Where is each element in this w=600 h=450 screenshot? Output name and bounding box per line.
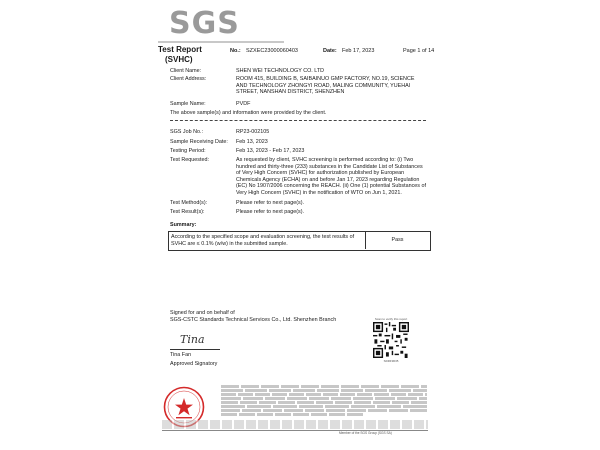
summary-label: Summary:	[170, 222, 197, 228]
client-name-value: SHEN WEI TECHNOLOGY CO. LTD	[236, 68, 325, 74]
testing-period-label: Testing Period:	[170, 148, 206, 154]
testing-period-value: Feb 13, 2023 - Feb 17, 2023	[236, 148, 305, 154]
receiving-date-value: Feb 13, 2023	[236, 139, 268, 145]
report-date-label: Date:	[323, 48, 337, 54]
receiving-date-label: Sample Receiving Date:	[170, 139, 228, 145]
section-divider	[170, 120, 426, 121]
job-no-label: SGS Job No.:	[170, 129, 203, 135]
report-no-value: SZXEC23000060403	[246, 48, 298, 54]
job-no-value: RP23-002105	[236, 129, 270, 135]
handwritten-signature: Tina	[180, 333, 205, 346]
summary-result: Pass	[391, 237, 404, 243]
test-requested-value: As requested by client, SVHC screening is performed according to: (i) Two hundred and thirty-three (233) substances in the Candidate List of Substances of Very High Concern (SVHC) for authorization published by European Chemicals Agency (ECHA) on and before Jan 17, 2023 regarding Regulation (EC) No 1907/2006 concerning the REACH. (ii) One (1) potential Substances of Very High Concern (SVHC) in the notification of WTO on Jun 1, 2021.	[236, 157, 426, 196]
signed-line1: Signed for and on behalf of	[170, 310, 235, 316]
report-no-label: No.:	[230, 48, 241, 54]
client-name-label: Client Name:	[170, 68, 202, 74]
sgs-logo: SGS	[169, 6, 240, 41]
test-requested-label: Test Requested:	[170, 157, 209, 163]
signatory-name: Tina Fan	[170, 352, 192, 358]
sample-note: The above sample(s) and information were provided by the client.	[170, 110, 327, 116]
report-title-line2: (SVHC)	[165, 55, 193, 64]
client-address-value: ROOM 415, BUILDING B, SAIBAINUO GMP FACTORY, NO.19, SCIENCE AND TECHNOLOGY ZHONGYI ROAD, MALING COMMUNITY, YUEHAI STREET, NANSHAN DISTRICT, SHENZHEN	[236, 76, 415, 96]
footer-address-bar	[162, 420, 428, 429]
sample-name-value: PVDF	[236, 101, 251, 107]
summary-text: According to the specified scope and evaluation screening, the test results of SVHC are ≤ 0.1% (w/w) in the submitted sample.	[171, 234, 355, 247]
test-result-value: Please refer to next page(s).	[236, 209, 305, 215]
signed-line2: SGS-CSTC Standards Technical Services Co., Ltd. Shenzhen Branch	[170, 317, 337, 323]
client-address-label: Client Address:	[170, 76, 207, 82]
qr-id: SDRF9635	[383, 359, 399, 363]
test-method-value: Please refer to next page(s).	[236, 200, 305, 206]
fine-print	[221, 385, 427, 416]
page-number: Page 1 of 14	[403, 48, 435, 54]
report-title	[158, 45, 202, 65]
sample-name-label: Sample Name:	[170, 101, 206, 107]
test-result-label: Test Result(s):	[170, 209, 205, 215]
signatory-title: Approved Signatory	[170, 361, 218, 367]
member-text: Member of the SGS Group (SGS SA)	[339, 431, 392, 435]
logo-rule	[158, 41, 284, 43]
test-method-label: Test Method(s):	[170, 200, 208, 206]
signature-line	[170, 349, 220, 350]
report-title-line1: Test Report	[158, 45, 202, 54]
report-date-value: Feb 17, 2023	[342, 48, 375, 54]
qr-code-icon[interactable]	[373, 322, 409, 358]
qr-caption: Scan to verify this report	[374, 317, 408, 321]
